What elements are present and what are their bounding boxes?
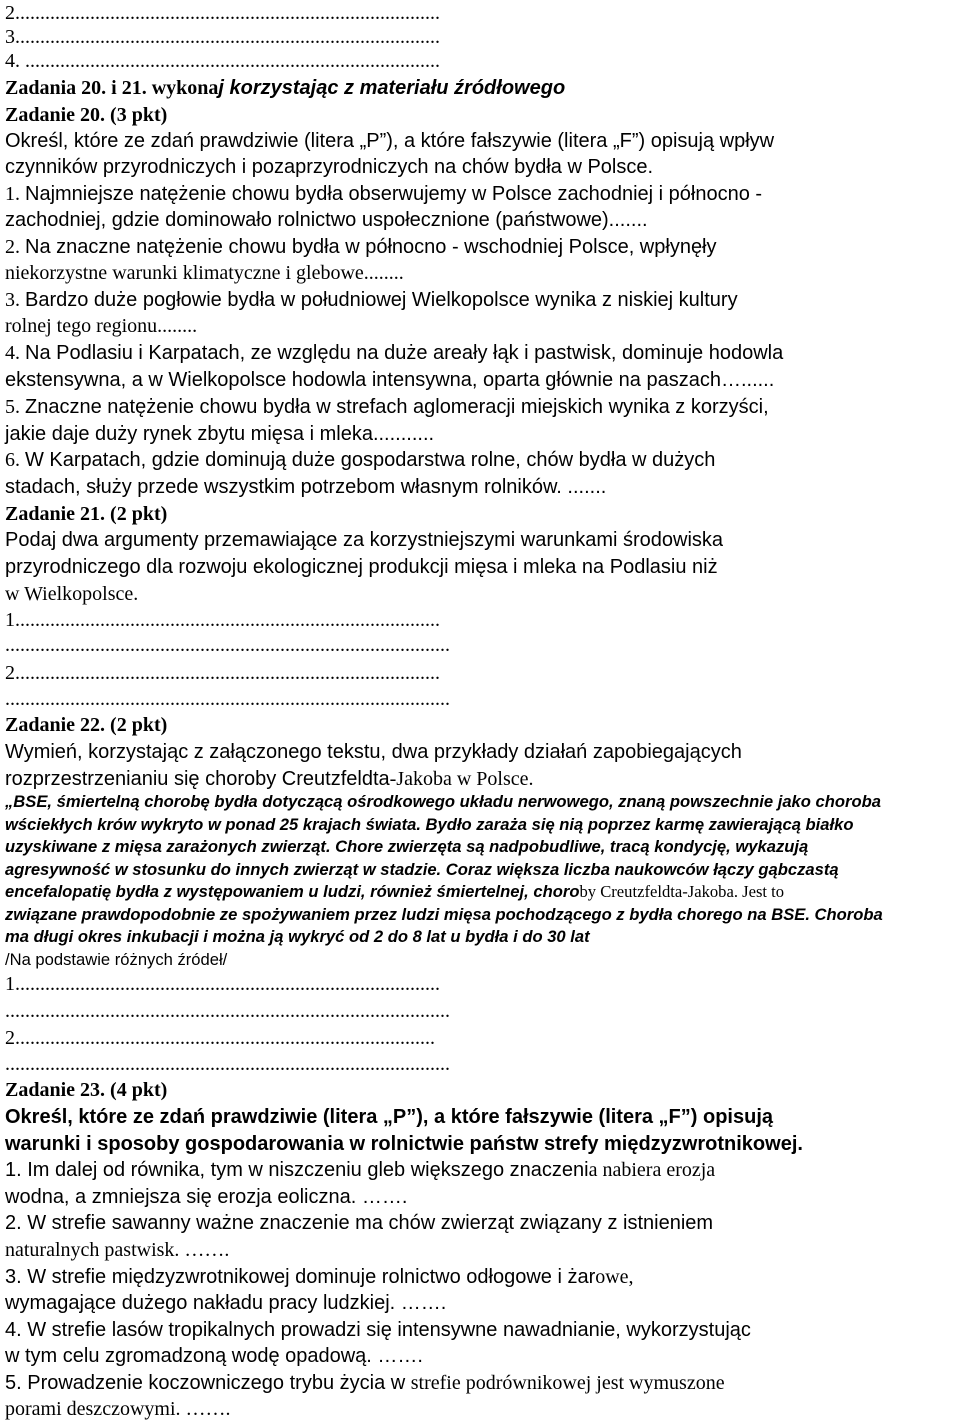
answer-line-2: 2.....................................................................................: [5, 2, 440, 24]
task-23-item-4-cont: w tym celu zgromadzoną wodę opadową. …….: [5, 1345, 423, 1367]
task-21-instruction-line: w Wielkopolsce.: [5, 583, 139, 605]
task-22-instruction-line: Wymień, korzystając z załączonego tekstu, dwa przykłady działań zapobiegających: [5, 741, 742, 763]
task-20-item-6-cont: stadach, służy przede wszystkim potrzebom własnym rolników. .......: [5, 476, 607, 498]
task-20-item-2: 2. Na znaczne natężenie chowu bydła w północno - wschodniej Polsce, wpłynęły: [5, 236, 717, 258]
quote-line: encefalopatię bydła z występowaniem u ludzi, również śmiertelnej, choroby Creutzfeldta-Jakoba. Jest to: [5, 882, 785, 901]
task-21-answer-line: 2.....................................................................................: [5, 662, 440, 684]
task-23-item-3: 3. W strefie międzyzwrotnikowej dominuje rolnictwo odłogowe i żarowe,: [5, 1266, 634, 1288]
task-22-instruction-line: rozprzestrzenianiu się choroby Creutzfeldta-Jakoba w Polsce.: [5, 768, 534, 790]
quote-line: uzyskiwane z mięsa zarażonych zwierząt. Chore zwierzęta są nadpobudliwe, tracą kondycję, wykazują: [5, 837, 809, 856]
task-22-answer-line: 1.....................................................................................: [5, 973, 440, 995]
task-21-instruction-line: przyrodniczego dla rozwoju ekologicznej produkcji mięsa i mleka na Podlasiu niż: [5, 556, 718, 578]
task-22-title: Zadanie 22. (2 pkt): [5, 714, 168, 736]
task-22-answer-line: .........................................................................................: [5, 1000, 450, 1022]
task-21-answer-line: 1.....................................................................................: [5, 609, 440, 631]
task-21-title: Zadanie 21. (2 pkt): [5, 503, 168, 525]
task-23-item-4: 4. W strefie lasów tropikalnych prowadzi się intensywne nawadnianie, wykorzystując: [5, 1319, 751, 1341]
task-23-item-2-cont: naturalnych pastwisk. …….: [5, 1239, 230, 1261]
task-20-item-4-cont: ekstensywna, a w Wielkopolsce hodowla intensywna, oparta głównie na paszach…......: [5, 369, 775, 391]
task-23-instruction-line: warunki i sposoby gospodarowania w rolnictwie państw strefy międzyzwrotnikowej.: [5, 1133, 803, 1155]
quote-source: /Na podstawie różnych źródeł/: [5, 950, 228, 969]
task-23-item-1-cont: wodna, a zmniejsza się erozja eoliczna. …….: [5, 1186, 408, 1208]
quote-line: związane prawdopodobnie ze spożywaniem przez ludzi mięsa pochodzącego z bydła chorego na BSE. Choroba: [5, 905, 883, 924]
task-23-instruction-line: Określ, które ze zdań prawdziwie (litera „P”), a które fałszywie (litera „F”) opisują: [5, 1106, 773, 1128]
answer-line-3: 3.....................................................................................: [5, 26, 440, 48]
task-20-item-4: 4. Na Podlasiu i Karpatach, ze względu na duże areały łąk i pastwisk, dominuje hodowla: [5, 342, 784, 364]
task-23-item-5-cont: porami deszczowymi. …….: [5, 1398, 231, 1420]
task-20-item-5-cont: jakie daje duży rynek zbytu mięsa i mleka...........: [5, 423, 435, 445]
quote-line: wściekłych krów wykryto w ponad 25 krajach świata. Bydło zaraża się nią poprzez karmę zawierającą białko: [5, 815, 854, 834]
answer-line-4: 4. ...................................................................................: [5, 50, 440, 72]
task-20-item-2-cont: niekorzystne warunki klimatyczne i glebowe........: [5, 262, 404, 284]
task-20-item-3: 3. Bardzo duże pogłowie bydła w południowej Wielkopolsce wynika z niskiej kultury: [5, 289, 738, 311]
task-22-answer-line: 2....................................................................................: [5, 1027, 435, 1049]
task-23-item-5: 5. Prowadzenie koczowniczego trybu życia w strefie podrównikowej jest wymuszone: [5, 1372, 725, 1394]
quote-line: „BSE, śmiertelną chorobę bydła dotyczącą ośrodkowego układu nerwowego, znaną powszechnie jako choroba: [5, 792, 881, 811]
task-21-instruction-line: Podaj dwa argumenty przemawiające za korzystniejszymi warunkami środowiska: [5, 529, 724, 551]
task-20-item-6: 6. W Karpatach, gdzie dominują duże gospodarstwa rolne, chów bydła w dużych: [5, 449, 716, 471]
quote-line: ma długi okres inkubacji i można ją wykryć od 2 do 8 lat u bydła i do 30 lat: [5, 927, 590, 946]
task-20-item-5: 5. Znaczne natężenie chowu bydła w strefach aglomeracji miejskich wynika z korzyści,: [5, 396, 769, 418]
quote-line: agresywność w stosunku do innych zwierząt w stadzie. Coraz większa liczba naukowców łączy gąbczastą: [5, 860, 839, 879]
task-23-item-1: 1. Im dalej od równika, tym w niszczeniu gleb większego znaczenia nabiera erozja: [5, 1159, 716, 1181]
header-suffix: j korzystając z materiału źródłowego: [218, 77, 566, 99]
task-23-item-2: 2. W strefie sawanny ważne znaczenie ma chów zwierząt związany z istnieniem: [5, 1212, 714, 1234]
task-22-answer-line: .........................................................................................: [5, 1053, 450, 1075]
task-20-title: Zadanie 20. (3 pkt): [5, 104, 168, 126]
task-20-instruction-line: Określ, które ze zdań prawdziwie (litera „P”), a które fałszywie (litera „F”) opisują wpływ: [5, 130, 775, 152]
task-23-item-3-cont: wymagające dużego nakładu pracy ludzkiej. …….: [5, 1292, 447, 1314]
task-20-item-3-cont: rolnej tego regionu........: [5, 315, 198, 337]
task-20-item-1-cont: zachodniej, gdzie dominowało rolnictwo uspołecznione (państwowe).......: [5, 209, 648, 231]
task-20-item-1: 1. Najmniejsze natężenie chowu bydła obserwujemy w Polsce zachodniej i północno -: [5, 183, 763, 205]
task-21-answer-line: .........................................................................................: [5, 634, 450, 656]
task-23-title: Zadanie 23. (4 pkt): [5, 1079, 168, 1101]
tasks-20-21-header: [5, 75, 565, 102]
task-21-answer-line: .........................................................................................: [5, 688, 450, 710]
task-20-instruction-line: czynników przyrodniczych i pozaprzyrodniczych na chów bydła w Polsce.: [5, 156, 654, 178]
header-prefix: Zadania 20. i 21. wykona: [5, 77, 219, 99]
